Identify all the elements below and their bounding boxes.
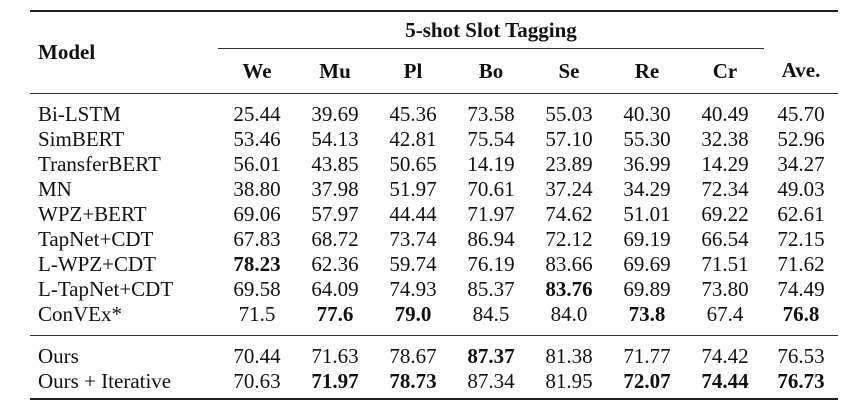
best-score: 76.73 — [777, 369, 825, 393]
score-value: 76.19 — [467, 252, 515, 276]
score-value: 25.44 — [233, 102, 281, 126]
score-cell — [374, 127, 452, 152]
score-value: 49.03 — [777, 177, 825, 201]
score-cell — [764, 102, 838, 127]
score-cell — [764, 369, 838, 394]
score-cell — [296, 302, 374, 327]
score-cell — [686, 152, 764, 177]
score-value: 55.03 — [545, 102, 593, 126]
score-cell — [530, 177, 608, 202]
score-cell — [296, 202, 374, 227]
model-name-cell: L-WPZ+CDT — [38, 252, 156, 276]
score-cell — [530, 227, 608, 252]
score-value: 74.49 — [777, 277, 825, 301]
score-cell — [764, 277, 838, 302]
best-score: 79.0 — [394, 302, 432, 326]
best-score: 87.37 — [467, 344, 515, 368]
score-cell — [296, 102, 374, 127]
score-cell — [764, 202, 838, 227]
score-cell — [608, 227, 686, 252]
score-cell — [218, 344, 296, 369]
table-row — [30, 277, 838, 302]
score-value: 70.61 — [467, 177, 515, 201]
score-cell — [608, 302, 686, 327]
score-value: 72.12 — [545, 227, 593, 251]
column-header-ave: Ave. — [781, 58, 821, 83]
score-value: 56.01 — [233, 152, 281, 176]
score-cell — [530, 152, 608, 177]
score-value: 69.69 — [623, 252, 671, 276]
score-cell — [686, 227, 764, 252]
score-value: 37.98 — [311, 177, 359, 201]
score-cell — [608, 152, 686, 177]
score-value: 71.62 — [777, 252, 825, 276]
score-value: 64.09 — [311, 277, 359, 301]
score-cell — [374, 177, 452, 202]
score-cell — [218, 277, 296, 302]
score-cell — [764, 152, 838, 177]
score-cell — [608, 177, 686, 202]
score-value: 84.0 — [550, 302, 588, 326]
score-cell — [296, 344, 374, 369]
score-cell — [686, 252, 764, 277]
score-value: 51.01 — [623, 202, 671, 226]
score-cell — [764, 177, 838, 202]
score-value: 52.96 — [777, 127, 825, 151]
table-row — [30, 202, 838, 227]
score-value: 72.34 — [701, 177, 749, 201]
score-cell — [530, 202, 608, 227]
score-value: 76.53 — [777, 344, 825, 368]
score-cell — [608, 202, 686, 227]
score-cell — [374, 302, 452, 327]
score-cell — [296, 177, 374, 202]
score-cell — [686, 344, 764, 369]
score-cell — [218, 152, 296, 177]
score-value: 68.72 — [311, 227, 359, 251]
score-cell — [530, 302, 608, 327]
score-cell — [218, 177, 296, 202]
score-value: 43.85 — [311, 152, 359, 176]
group-header: 5-shot Slot Tagging — [218, 12, 764, 49]
score-value: 70.63 — [233, 369, 281, 393]
score-value: 42.81 — [389, 127, 437, 151]
score-value: 23.89 — [545, 152, 593, 176]
table-row — [30, 152, 838, 177]
model-name-cell: Ours + Iterative — [38, 369, 172, 393]
results-table — [30, 10, 838, 400]
score-value: 39.69 — [311, 102, 359, 126]
score-cell — [764, 127, 838, 152]
score-value: 78.67 — [389, 344, 437, 368]
score-value: 83.66 — [545, 252, 593, 276]
score-cell — [296, 277, 374, 302]
score-value: 34.29 — [623, 177, 671, 201]
model-name-cell: TransferBERT — [38, 152, 161, 176]
score-cell — [374, 344, 452, 369]
model-name-cell: ConVEx* — [38, 302, 122, 326]
score-cell — [374, 369, 452, 394]
score-value: 69.19 — [623, 227, 671, 251]
score-cell — [452, 102, 530, 127]
column-header-se: Se — [558, 58, 580, 83]
score-cell — [608, 277, 686, 302]
score-value: 59.74 — [389, 252, 437, 276]
score-value: 14.29 — [701, 152, 749, 176]
column-header-pl: Pl — [403, 58, 423, 83]
score-value: 70.44 — [233, 344, 281, 368]
score-cell — [452, 127, 530, 152]
table-row — [30, 227, 838, 252]
best-score: 73.8 — [628, 302, 666, 326]
score-value: 54.13 — [311, 127, 359, 151]
score-cell — [608, 344, 686, 369]
best-score: 83.76 — [545, 277, 593, 301]
model-name-cell: TapNet+CDT — [38, 227, 154, 251]
score-value: 85.37 — [467, 277, 515, 301]
column-header-we: We — [242, 58, 272, 83]
model-header: Model — [38, 40, 96, 64]
score-value: 71.63 — [311, 344, 359, 368]
table-row — [30, 127, 838, 152]
score-cell — [452, 152, 530, 177]
score-cell — [374, 252, 452, 277]
score-cell — [764, 344, 838, 369]
score-cell — [374, 102, 452, 127]
score-value: 75.54 — [467, 127, 515, 151]
score-value: 36.99 — [623, 152, 671, 176]
score-cell — [686, 202, 764, 227]
score-cell — [764, 227, 838, 252]
model-name-cell: WPZ+BERT — [38, 202, 147, 226]
score-cell — [374, 277, 452, 302]
table-row — [30, 102, 838, 127]
score-cell — [218, 252, 296, 277]
score-value: 81.38 — [545, 344, 593, 368]
score-value: 57.10 — [545, 127, 593, 151]
score-cell — [374, 227, 452, 252]
score-cell — [452, 177, 530, 202]
column-header-cr: Cr — [712, 58, 738, 83]
score-value: 67.83 — [233, 227, 281, 251]
score-value: 62.36 — [311, 252, 359, 276]
score-value: 38.80 — [233, 177, 281, 201]
score-cell — [218, 102, 296, 127]
score-value: 84.5 — [472, 302, 510, 326]
score-cell — [686, 102, 764, 127]
score-value: 69.89 — [623, 277, 671, 301]
score-cell — [530, 252, 608, 277]
score-value: 50.65 — [389, 152, 437, 176]
best-score: 72.07 — [623, 369, 671, 393]
score-value: 71.77 — [623, 344, 671, 368]
score-value: 66.54 — [701, 227, 749, 251]
score-cell — [452, 202, 530, 227]
score-cell — [452, 302, 530, 327]
score-cell — [686, 302, 764, 327]
score-cell — [608, 369, 686, 394]
score-cell — [296, 127, 374, 152]
table-row — [30, 177, 838, 202]
score-cell — [608, 252, 686, 277]
score-value: 69.22 — [701, 202, 749, 226]
score-value: 40.30 — [623, 102, 671, 126]
score-cell — [530, 102, 608, 127]
score-cell — [530, 277, 608, 302]
score-value: 74.62 — [545, 202, 593, 226]
score-cell — [686, 277, 764, 302]
column-header-bo: Bo — [478, 58, 504, 83]
score-value: 69.06 — [233, 202, 281, 226]
score-cell — [764, 252, 838, 277]
score-cell — [530, 369, 608, 394]
score-cell — [452, 252, 530, 277]
score-value: 71.5 — [238, 302, 276, 326]
column-header-mu: Mu — [319, 58, 351, 83]
best-score: 71.97 — [311, 369, 359, 393]
best-score: 76.8 — [782, 302, 820, 326]
score-value: 57.97 — [311, 202, 359, 226]
model-name-cell: Bi-LSTM — [38, 102, 121, 126]
score-cell — [218, 202, 296, 227]
score-value: 86.94 — [467, 227, 515, 251]
score-cell — [530, 127, 608, 152]
table-row — [30, 302, 838, 327]
score-value: 69.58 — [233, 277, 281, 301]
score-cell — [686, 127, 764, 152]
score-value: 81.95 — [545, 369, 593, 393]
score-cell — [296, 252, 374, 277]
score-value: 55.30 — [623, 127, 671, 151]
score-value: 14.19 — [467, 152, 515, 176]
score-cell — [686, 177, 764, 202]
score-value: 67.4 — [706, 302, 744, 326]
score-cell — [686, 369, 764, 394]
table-row — [30, 369, 838, 394]
score-cell — [764, 302, 838, 327]
best-score: 77.6 — [316, 302, 354, 326]
score-value: 74.42 — [701, 344, 749, 368]
score-value: 45.36 — [389, 102, 437, 126]
score-value: 72.15 — [777, 227, 825, 251]
score-cell — [218, 127, 296, 152]
score-cell — [296, 152, 374, 177]
score-value: 73.74 — [389, 227, 437, 251]
score-cell — [218, 302, 296, 327]
best-score: 78.23 — [233, 252, 281, 276]
score-value: 34.27 — [777, 152, 825, 176]
score-cell — [452, 344, 530, 369]
model-name-cell: L-TapNet+CDT — [38, 277, 174, 301]
score-cell — [452, 227, 530, 252]
score-value: 71.51 — [701, 252, 749, 276]
score-value: 51.97 — [389, 177, 437, 201]
score-cell — [452, 277, 530, 302]
table-row — [30, 252, 838, 277]
score-cell — [530, 344, 608, 369]
score-value: 37.24 — [545, 177, 593, 201]
score-value: 62.61 — [777, 202, 825, 226]
score-value: 45.70 — [777, 102, 825, 126]
score-cell — [218, 227, 296, 252]
score-value: 73.58 — [467, 102, 515, 126]
score-value: 73.80 — [701, 277, 749, 301]
model-name-cell: SimBERT — [38, 127, 125, 151]
score-cell — [218, 369, 296, 394]
best-score: 74.44 — [701, 369, 749, 393]
score-cell — [608, 127, 686, 152]
model-name-cell: Ours — [38, 344, 79, 368]
score-value: 32.38 — [701, 127, 749, 151]
score-value: 74.93 — [389, 277, 437, 301]
best-score: 78.73 — [389, 369, 437, 393]
table-row — [30, 344, 838, 369]
score-cell — [452, 369, 530, 394]
score-value: 53.46 — [233, 127, 281, 151]
model-name-cell: MN — [38, 177, 72, 201]
score-value: 87.34 — [467, 369, 515, 393]
score-cell — [374, 152, 452, 177]
score-cell — [296, 227, 374, 252]
column-header-re: Re — [634, 58, 660, 83]
score-value: 71.97 — [467, 202, 515, 226]
score-cell — [296, 369, 374, 394]
score-value: 40.49 — [701, 102, 749, 126]
score-cell — [374, 202, 452, 227]
score-value: 44.44 — [389, 202, 437, 226]
score-cell — [608, 102, 686, 127]
